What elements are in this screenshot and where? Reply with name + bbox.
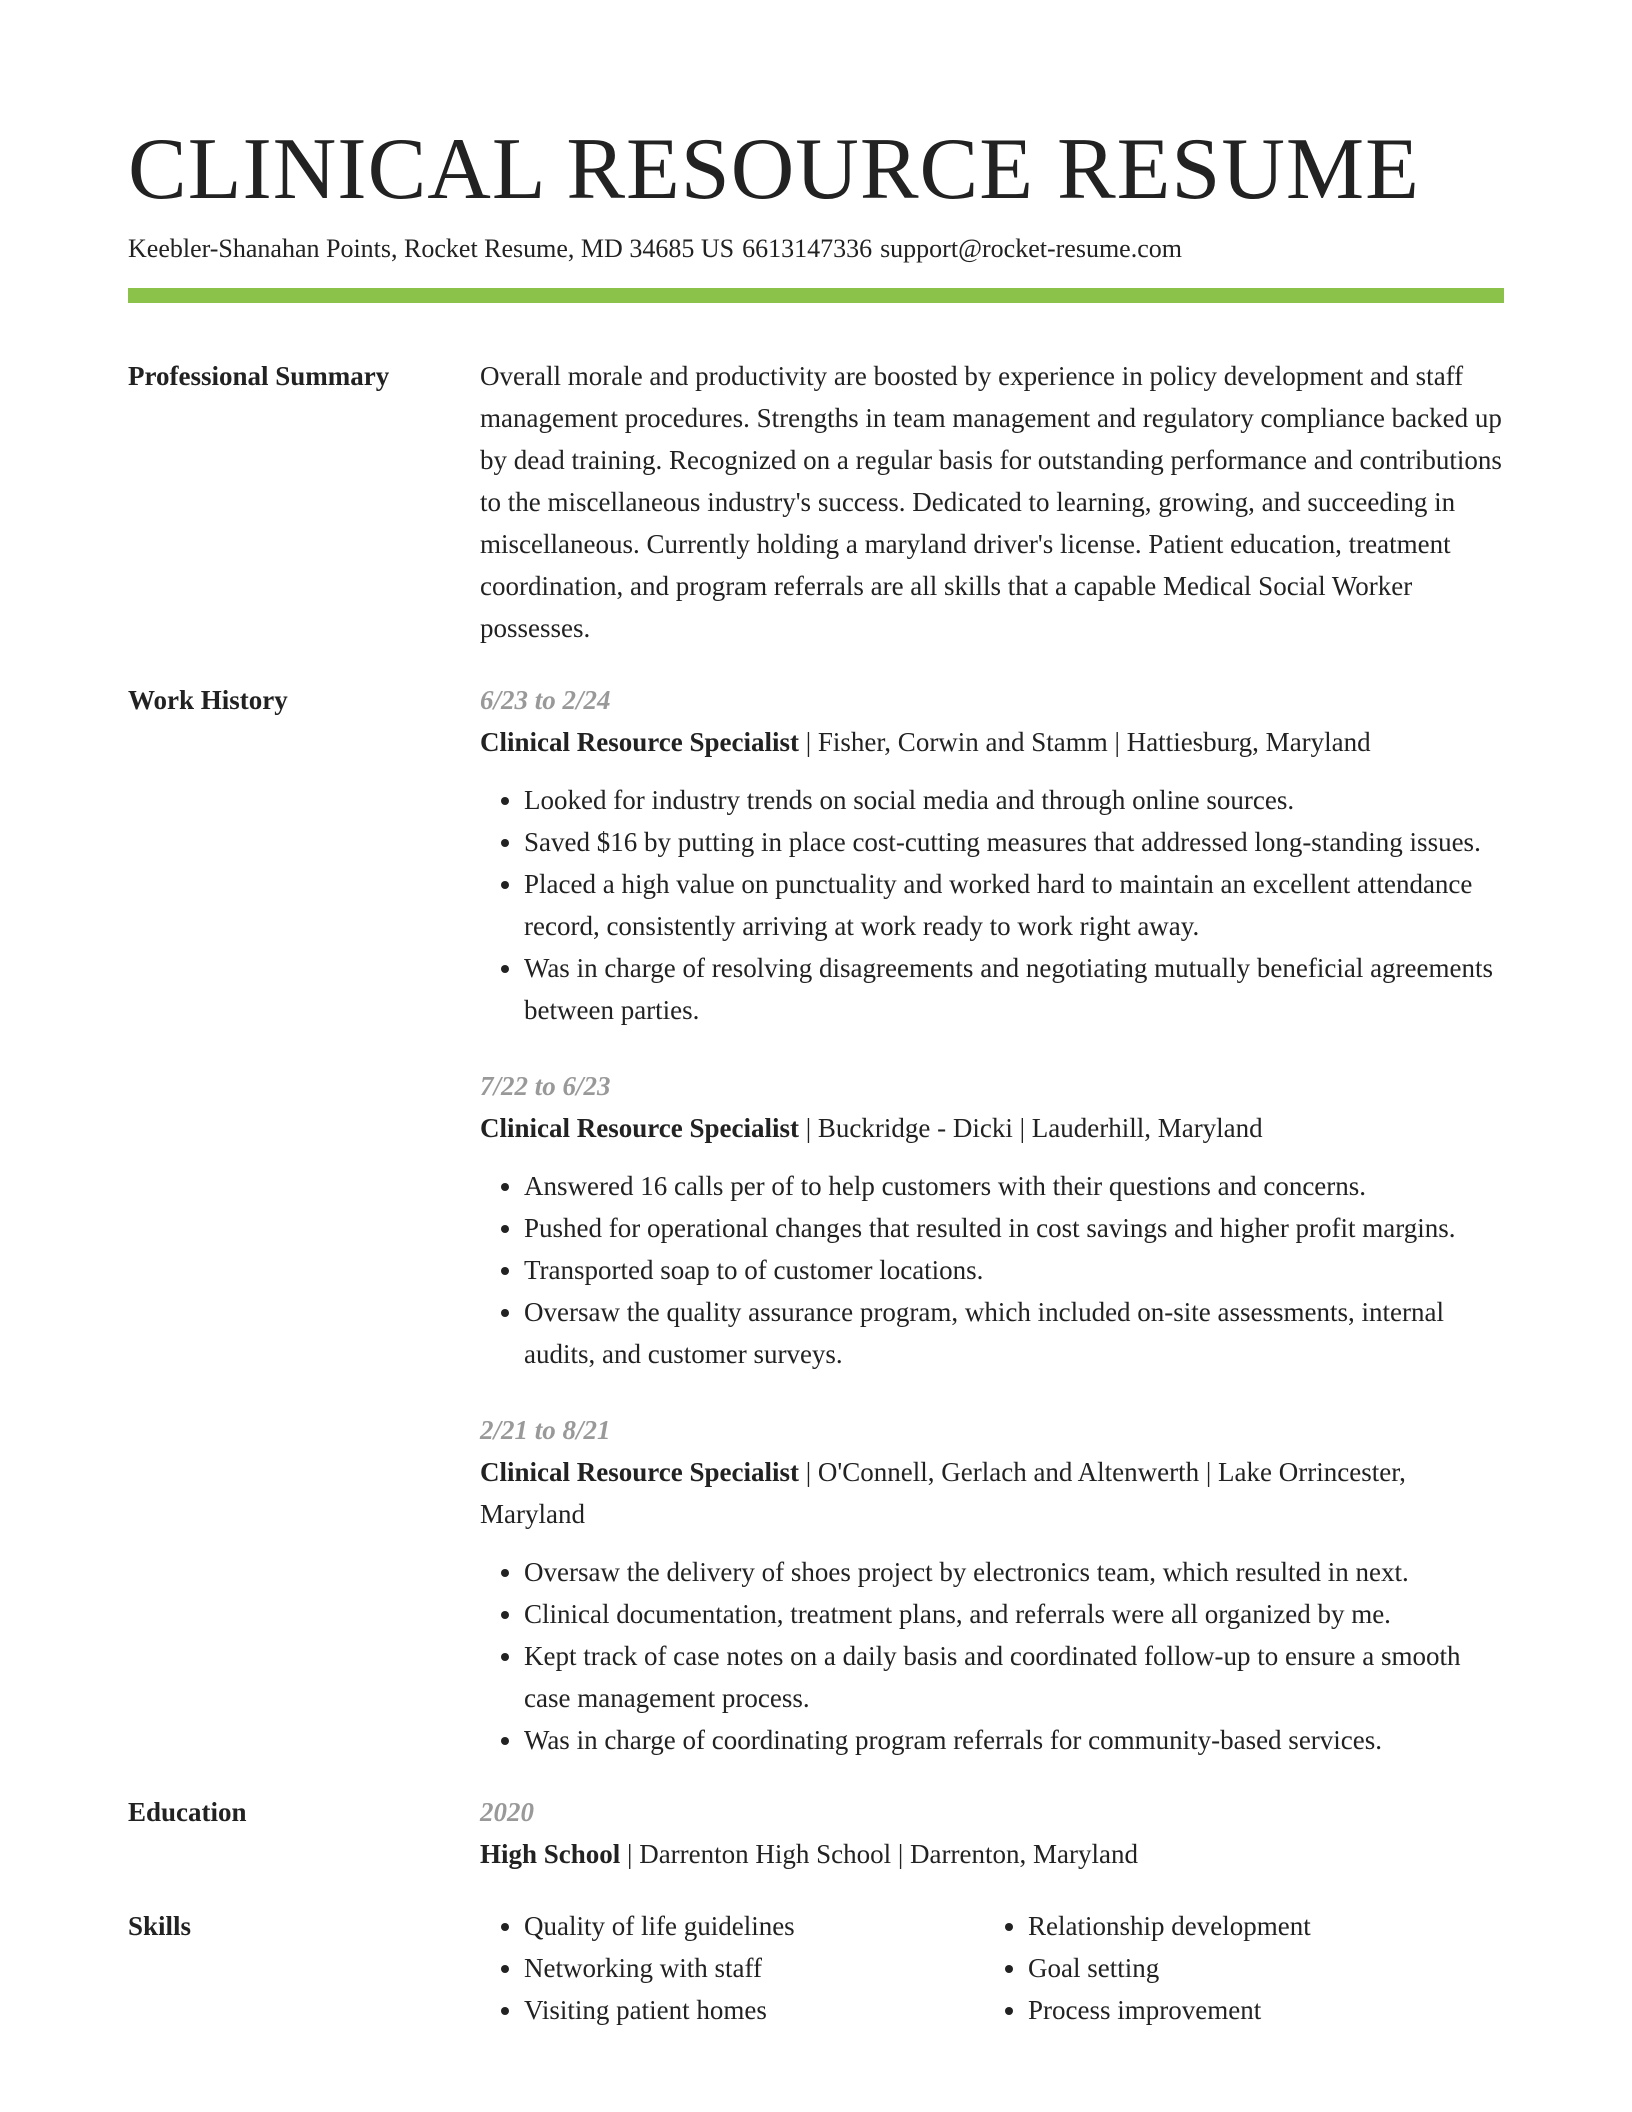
- resume-title: CLINICAL RESOURCE RESUME: [128, 121, 1420, 218]
- education-date: 2020: [480, 1797, 534, 1827]
- skill-item: • Goal setting: [1028, 1947, 1488, 1989]
- skills-list-right: [984, 1905, 1488, 2031]
- skill-item: • Process improvement: [1028, 1989, 1488, 2031]
- job-bullet: • Kept track of case notes on a daily basis and coordinated follow-up to ensure a smooth case management process.: [524, 1635, 1504, 1719]
- job-entry: [480, 1065, 1504, 1375]
- job-entry: [480, 1409, 1504, 1761]
- job-bullet: • Pushed for operational changes that resulted in cost savings and higher profit margins.: [524, 1207, 1504, 1249]
- job-details: | Fisher, Corwin and Stamm | Hattiesburg, Maryland: [798, 727, 1371, 757]
- summary-section: [128, 355, 1504, 649]
- job-bullet: • Clinical documentation, treatment plans, and referrals were all organized by me.: [524, 1593, 1504, 1635]
- job-bullet: • Placed a high value on punctuality and worked hard to maintain an excellent attendance record, consistently arriving at work ready to work right away.: [524, 863, 1504, 947]
- skill-item: • Networking with staff: [524, 1947, 984, 1989]
- job-bullet: • Oversaw the quality assurance program, which included on-site assessments, internal audits, and customer surveys.: [524, 1291, 1504, 1375]
- job-bullet: • Answered 16 calls per of to help customers with their questions and concerns.: [524, 1165, 1504, 1207]
- contact-address: Keebler-Shanahan Points, Rocket Resume, MD 34685 US: [128, 234, 735, 263]
- resume-page: [128, 120, 1504, 2031]
- skill-item: • Relationship development: [1028, 1905, 1488, 1947]
- job-bullet: • Was in charge of coordinating program referrals for community-based services.: [524, 1719, 1504, 1761]
- skills-section: [128, 1905, 1504, 2031]
- job-details: | Buckridge - Dicki | Lauderhill, Maryland: [798, 1113, 1263, 1143]
- job-title: Clinical Resource Specialist: [480, 727, 799, 757]
- header-divider: [128, 288, 1504, 303]
- contact-email: support@rocket-resume.com: [880, 234, 1182, 263]
- job-bullet: • Looked for industry trends on social media and through online sources.: [524, 779, 1504, 821]
- work-history-heading: Work History: [128, 685, 288, 715]
- job-bullets: [480, 779, 1504, 1031]
- education-section: [128, 1791, 1504, 1875]
- job-title: Clinical Resource Specialist: [480, 1113, 799, 1143]
- summary-text: Overall morale and productivity are boosted by experience in policy development and staff management procedures. Strengths in team management and regulatory compliance backed up by dead training. Recognized on a regular basis for outstanding performance and contributions to the miscellaneous industry's success. Dedicated to learning, growing, and succeeding in miscellaneous. Currently holding a maryland driver's license. Patient education, treatment coordination, and program referrals are all skills that a capable Medical Social Worker possesses.: [480, 361, 1502, 643]
- education-entry: [480, 1833, 1504, 1875]
- job-details: | O'Connell, Gerlach and Altenwerth | Lake Orrincester, Maryland: [480, 1457, 1406, 1529]
- contact-line: [128, 232, 1504, 266]
- job-date: 7/22 to 6/23: [480, 1071, 611, 1101]
- education-details: | Darrenton High School | Darrenton, Maryland: [620, 1839, 1138, 1869]
- summary-heading: Professional Summary: [128, 361, 390, 391]
- work-history-section: [128, 679, 1504, 1761]
- skill-item: • Quality of life guidelines: [524, 1905, 984, 1947]
- education-heading: Education: [128, 1797, 247, 1827]
- job-header: [480, 1451, 1504, 1535]
- job-date: 2/21 to 8/21: [480, 1415, 611, 1445]
- contact-phone: 6613147336: [742, 234, 873, 263]
- skills-list-left: [480, 1905, 984, 2031]
- job-bullet: • Oversaw the delivery of shoes project by electronics team, which resulted in next.: [524, 1551, 1504, 1593]
- job-entry: [480, 679, 1504, 1031]
- job-date: 6/23 to 2/24: [480, 685, 611, 715]
- job-title: Clinical Resource Specialist: [480, 1457, 799, 1487]
- job-bullets: [480, 1551, 1504, 1761]
- education-degree: High School: [480, 1839, 621, 1869]
- job-header: [480, 721, 1504, 763]
- skill-item: • Visiting patient homes: [524, 1989, 984, 2031]
- job-bullets: [480, 1165, 1504, 1375]
- skills-heading: Skills: [128, 1911, 192, 1941]
- job-header: [480, 1107, 1504, 1149]
- job-bullet: • Was in charge of resolving disagreements and negotiating mutually beneficial agreements between parties.: [524, 947, 1504, 1031]
- job-bullet: • Saved $16 by putting in place cost-cutting measures that addressed long-standing issues.: [524, 821, 1504, 863]
- job-bullet: • Transported soap to of customer locations.: [524, 1249, 1504, 1291]
